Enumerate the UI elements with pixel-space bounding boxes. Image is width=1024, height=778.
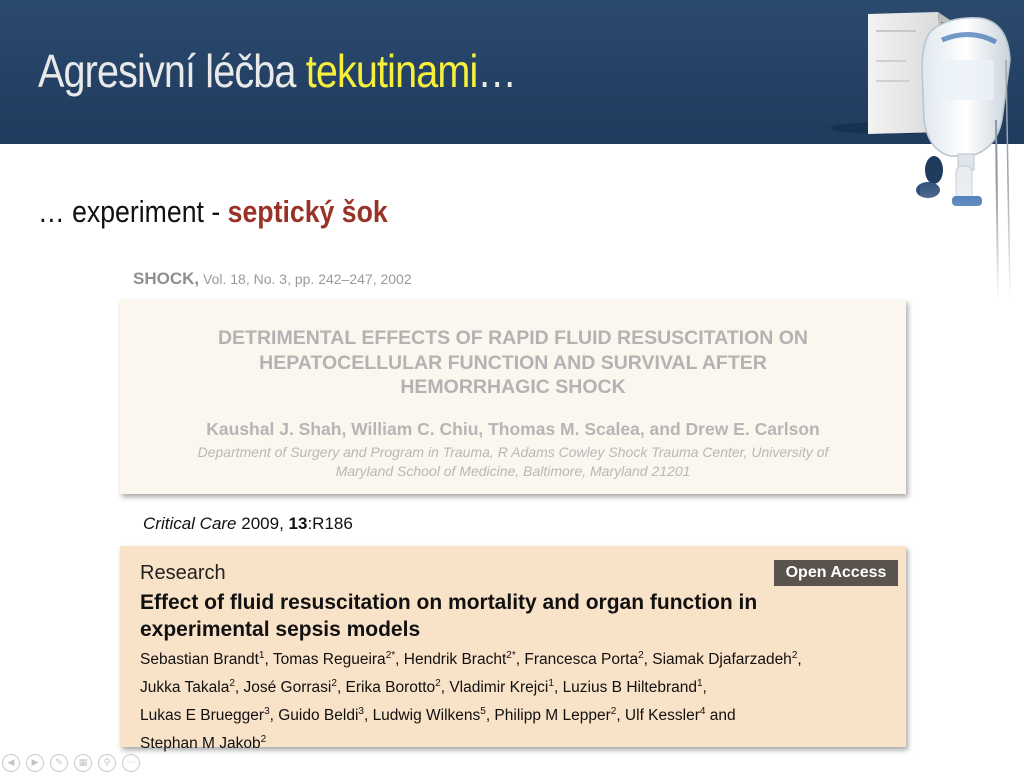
paper-authors: Kaushal J. Shah, William C. Chiu, Thomas M. Scalea, and Drew E. Carlson xyxy=(206,419,820,439)
paper-title-line: DETRIMENTAL EFFECTS OF RAPID FLUID RESUSCITATION ON xyxy=(217,327,809,349)
paper-title-line: experimental sepsis models xyxy=(140,618,421,641)
author-affiliation-mark: 2 xyxy=(638,650,644,661)
paper-title xyxy=(140,589,880,643)
infusion-bag-image xyxy=(820,0,1024,300)
paper-affiliation xyxy=(140,443,886,481)
author-name: , Ulf Kessler xyxy=(616,707,700,725)
author-name: , Francesca Porta xyxy=(515,651,639,669)
author-name: Sebastian Brandt xyxy=(140,651,259,669)
author-affiliation-mark: 3 xyxy=(264,706,270,718)
author-name: , Siamak Djafarzadeh xyxy=(643,651,792,669)
author-affiliation-mark: 2* xyxy=(506,650,516,661)
citation-shock xyxy=(133,269,412,289)
citation-year: 2009, xyxy=(236,514,289,533)
author-affiliation-mark: 4 xyxy=(699,706,706,718)
author-affiliation-mark: 2 xyxy=(260,734,267,746)
author-affiliation-mark: 2 xyxy=(435,678,441,690)
author-affiliation-mark: 5 xyxy=(480,706,486,718)
author-line xyxy=(140,672,900,700)
author-name: , José Gorrasi xyxy=(234,679,332,697)
title-highlight-text: tekutinami xyxy=(305,45,478,97)
author-affiliation-mark: 1 xyxy=(548,678,554,690)
subtitle-accent: septický šok xyxy=(227,194,388,229)
citation-details: Vol. 18, No. 3, pp. 242–247, 2002 xyxy=(199,271,412,287)
author-name: , xyxy=(702,679,707,697)
author-name: , Vladimir Krejci xyxy=(440,679,549,697)
author-line xyxy=(140,700,900,728)
affiliation-line: Maryland School of Medicine, Baltimore, Maryland 21201 xyxy=(335,463,691,479)
author-name: , Hendrik Bracht xyxy=(395,651,507,669)
citation-article: :R186 xyxy=(307,514,353,533)
slide-subtitle xyxy=(38,194,388,230)
author-name: , Guido Beldi xyxy=(269,707,359,725)
author-name: Lukas E Bruegger xyxy=(140,707,265,725)
author-name: and xyxy=(705,707,736,725)
affiliation-line: Department of Surgery and Program in Trauma, R Adams Cowley Shock Trauma Center, University of xyxy=(197,444,829,460)
section-label: Research xyxy=(140,562,226,584)
more-icon[interactable]: ⋯ xyxy=(122,754,140,772)
author-affiliation-mark: 2 xyxy=(331,678,337,690)
author-line xyxy=(140,728,900,756)
journal-name: Critical Care xyxy=(143,514,237,533)
author-name: , Philipp M Lepper xyxy=(485,707,611,725)
author-affiliation-mark: 2 xyxy=(229,678,235,690)
author-name: , Ludwig Wilkens xyxy=(363,707,481,725)
title-main-text: Agresivní léčba xyxy=(38,45,306,97)
citation-critical-care xyxy=(143,514,353,534)
paper-card-sepsis xyxy=(120,546,906,753)
previous-icon[interactable]: ◀ xyxy=(2,754,20,772)
author-affiliation-mark: 2* xyxy=(385,650,396,661)
author-affiliation-mark: 1 xyxy=(258,650,265,661)
paper-title-line: Effect of fluid resuscitation on mortality and organ function in xyxy=(140,591,758,614)
journal-name: SHOCK, xyxy=(133,269,200,288)
citation-volume: 13 xyxy=(288,514,308,533)
pen-icon[interactable]: ✎ xyxy=(50,754,68,772)
author-affiliation-mark: 2 xyxy=(791,650,798,661)
author-line xyxy=(140,644,900,672)
paper-title-line: HEMORRHAGIC SHOCK xyxy=(400,376,626,398)
author-affiliation-mark: 2 xyxy=(610,706,617,718)
author-name: , Tomas Regueira xyxy=(264,651,386,669)
paper-authors xyxy=(140,644,900,757)
next-icon[interactable]: ▶ xyxy=(26,754,44,772)
slide-title xyxy=(38,44,516,98)
slideshow-nav xyxy=(2,754,140,774)
author-affiliation-mark: 3 xyxy=(358,706,364,718)
author-affiliation-mark: 1 xyxy=(696,678,703,690)
title-ellipsis: … xyxy=(477,45,517,97)
author-name: , xyxy=(797,651,802,669)
author-name: Jukka Takala xyxy=(140,679,230,697)
author-name: Stephan M Jakob xyxy=(140,735,261,753)
paper-title xyxy=(120,326,906,400)
slides-icon[interactable]: ▦ xyxy=(74,754,92,772)
paper-card-shock xyxy=(120,300,906,494)
author-name: , Erika Borotto xyxy=(336,679,436,697)
subtitle-prefix: … experiment - xyxy=(38,194,228,229)
author-name: , Luzius B Hiltebrand xyxy=(553,679,697,697)
zoom-icon[interactable]: ⚲ xyxy=(98,754,116,772)
paper-title-line: HEPATOCELLULAR FUNCTION AND SURVIVAL AFTER xyxy=(259,351,767,374)
open-access-badge[interactable]: Open Access xyxy=(774,560,898,586)
